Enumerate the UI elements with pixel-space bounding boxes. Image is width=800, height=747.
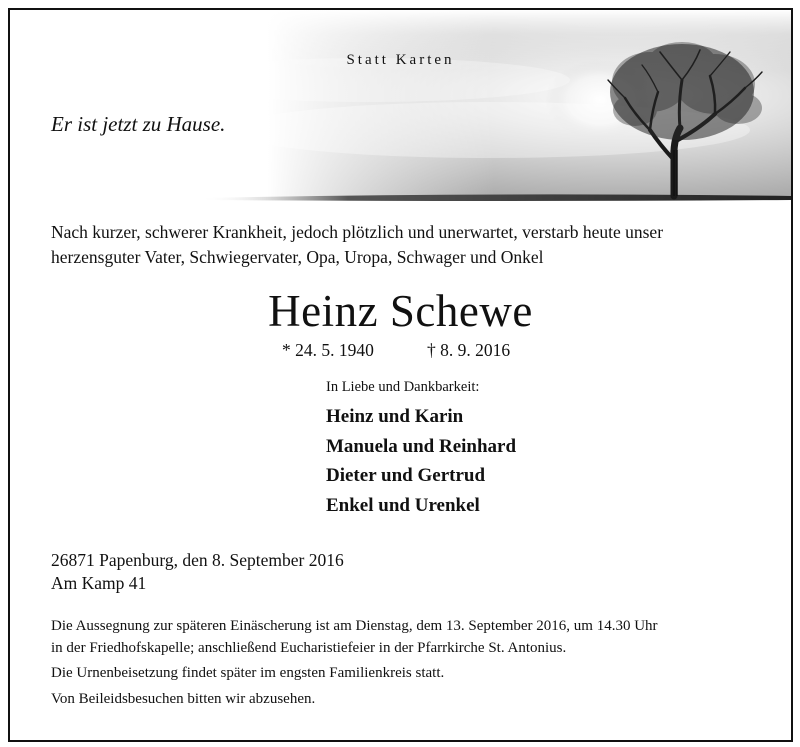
address-block bbox=[51, 549, 344, 595]
ceremony-line: in der Friedhofskapelle; anschließend Eucharistiefeier in der Pfarrkirche St. Antonius. bbox=[51, 639, 567, 656]
place-date: 26871 Papenburg, den 8. September 2016 bbox=[51, 550, 344, 570]
mourners-list bbox=[326, 402, 516, 520]
mourners-label: In Liebe und Dankbarkeit: bbox=[326, 379, 480, 395]
mourner-name: Dieter und Gertrud bbox=[326, 465, 486, 486]
intro-line: herzensguter Vater, Schwiegervater, Opa, Uropa, Schwager und Onkel bbox=[51, 247, 544, 267]
condolence-notice: Von Beileidsbesuchen bitten wir abzusehen. bbox=[51, 690, 316, 707]
mourner-name: Heinz und Karin bbox=[326, 406, 464, 427]
birth-date: * 24. 5. 1940 bbox=[282, 340, 374, 360]
mourner-name: Manuela und Reinhard bbox=[326, 435, 517, 457]
ceremony-notice bbox=[51, 616, 771, 659]
mourner-name: Enkel und Urenkel bbox=[326, 494, 480, 516]
funeral-notices bbox=[51, 616, 771, 710]
death-date: † 8. 9. 2016 bbox=[427, 340, 511, 360]
urn-notice: Die Urnenbeisetzung findet später im engsten Familienkreis statt. bbox=[51, 665, 445, 681]
header-kicker: Statt Karten bbox=[346, 52, 455, 68]
intro-line: Nach kurzer, schwerer Krankheit, jedoch plötzlich und unerwartet, verstarb heute unser bbox=[51, 222, 664, 242]
ceremony-line: Die Aussegnung zur späteren Einäscherung ist am Dienstag, dem 13. September 2016, um 14.30 Uhr bbox=[51, 618, 658, 634]
deceased-name: Heinz Schewe bbox=[268, 286, 533, 336]
obituary-card bbox=[8, 8, 793, 742]
motto: Er ist jetzt zu Hause. bbox=[51, 112, 226, 136]
intro-text bbox=[51, 220, 761, 270]
street: Am Kamp 41 bbox=[51, 573, 147, 593]
